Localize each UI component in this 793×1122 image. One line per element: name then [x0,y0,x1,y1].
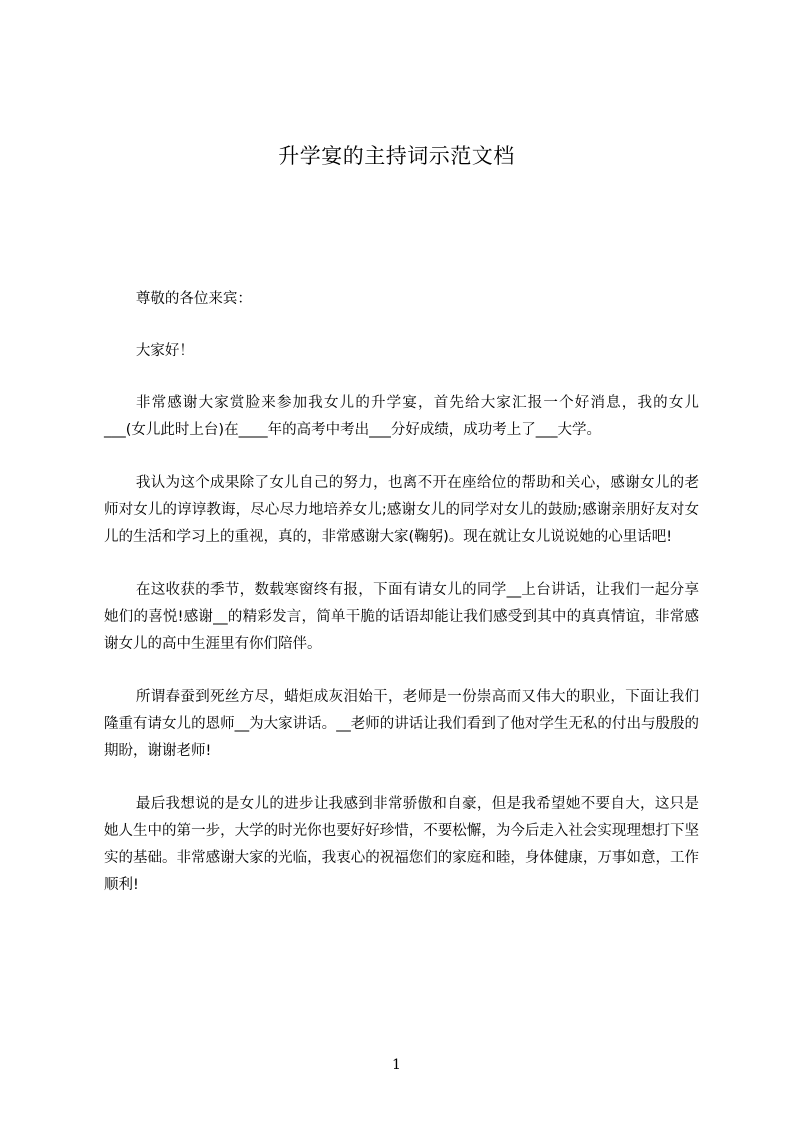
page-number: 1 [392,1057,401,1073]
document-body [104,286,699,925]
hello-line: 大家好！ [135,343,194,359]
paragraph-teacher: 所谓春蚕到死丝方尽，蜡炬成灰泪始干，老师是一份崇高而又伟大的职业，下面让我们隆重有请女儿的恩师__为大家讲话。__老师的讲话让我们看到了他对学生无私的付出与殷殷的期盼，谢谢老师! [104,689,699,759]
paragraph-closing: 最后我想说的是女儿的进步让我感到非常骄傲和自豪，但是我希望她不要自大，这只是她人生中的第一步，大学的时光你也要好好珍惜，不要松懈，为今后走入社会实现理想打下坚实的基础。非常感谢大家的光临，我衷心的祝福您们的家庭和睦，身体健康，万事如意，工作顺利! [104,796,699,893]
greeting-line: 尊敬的各位来宾： [135,291,252,307]
paragraph-thanks: 我认为这个成果除了女儿自己的努力，也离不开在座给位的帮助和关心，感谢女儿的老师对女儿的谆谆教诲，尽心尽力地培养女儿;感谢女儿的同学对女儿的鼓励;感谢亲朋好友对女儿的生活和学习上的重视，真的，非常感谢大家(鞠躬)。现在就让女儿说说她的心里话吧! [104,475,699,545]
document-title: 升学宴的主持词示范文档 [278,144,515,168]
paragraph-classmates: 在这收获的季节，数载寒窗终有报，下面有请女儿的同学__上台讲话，让我们一起分享她们的喜悦!感谢__的精彩发言，简单干脆的话语却能让我们感受到其中的真真情谊，非常感谢女儿的高中生涯里有你们陪伴。 [104,582,699,652]
paragraph-announcement: 非常感谢大家赏脸来参加我女儿的升学宴，首先给大家汇报一个好消息，我的女儿___(女儿此时上台)在____年的高考中考出___分好成绩，成功考上了___大学。 [104,395,699,438]
